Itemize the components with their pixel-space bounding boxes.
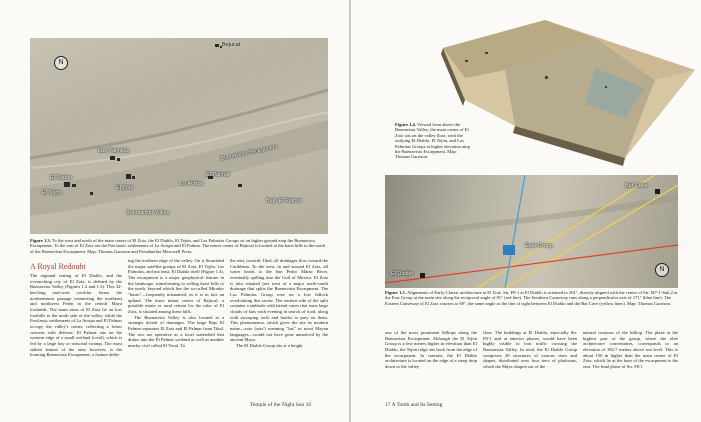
right-column-3 bbox=[583, 330, 678, 370]
map-label-el-diablo: El Diablo bbox=[50, 175, 73, 181]
caption-label: Figure 1.5. bbox=[385, 290, 406, 295]
map-label-bejucal: Bejucal bbox=[222, 42, 241, 48]
figure-1-5-caption bbox=[385, 290, 678, 306]
map-label-valley: Buenavista Valley bbox=[126, 210, 170, 216]
section-heading: A Royal Redoubt bbox=[30, 262, 86, 271]
right-column-2 bbox=[483, 330, 577, 370]
north-arrow-icon: N bbox=[655, 263, 669, 277]
paragraph: natural contours of the hilltop. The plaza at the highest part of the group, where the elite architecture concentrates, corresponds to an elevation of 382.7 meters above sea level. This is about 150 m higher than the main center of El Zotz, which lie at the base of the escarpment to the east. The final phase of Str. F8-1 bbox=[583, 330, 678, 369]
terrain-shading bbox=[30, 38, 328, 234]
caption-text: To the west and north of the main center of El Zotz, the El Diablo, El Tejón, and Las Palmitas Groups sit on higher ground atop the Buenavista Escarpment. To the east of El Zotz are the Preclassic settlements of La Avispa and El Palmar. The minor center of Bejucal is located at the karst hills to the north of the Buenavista Escarpment. Map: Thomas Garrison and Pseudanthia Mesowell Press. bbox=[30, 238, 326, 254]
caption-text: Alignments of Early Classic architecture at El Zotz. Str. F8-1 at El Diablo is oriented to 261°, directly aligned with the center of Str. M7-1-Sub.2 at the East Group at the main site along the reciprocal angle of 81° (red line). The Southern Causeway runs along a perpendicular axis of 171° (blue line). The Eastern Causeway of El Zotz courses to 69°, the same angle as the line of sight between El Diablo and the Bat Cave (yellow lines). Map: Thomas Garrison. bbox=[385, 290, 678, 306]
figure-1-5-map bbox=[385, 175, 678, 288]
map-label-bat-cave: Bat Cave bbox=[625, 183, 648, 189]
paragraph: the east, towards Tikal, all drainages flow toward the Caribbean. To the west, in and around El Zotz, all water heads to the San Pedro Mártir River, eventually spilling into the Gulf of Mexico. El Zotz is also situated just west of a major north-south drainage that splits the Buenavista Escarpment. The Las Palmitas Group rose on a low hillock overlooking this sector. The eastern side of the split contains a sinkhole with lateral caves that issue large clouds of bats each evening in search of food, along with swooping owls and hawks to prey on them. This phenomenon, which gives the site its modern name—zotz (sotz') meaning "bat" in most Mayan languages—would not have gone unnoticed by the ancient Maya. bbox=[230, 258, 328, 343]
paragraph: ing the northern edge of the valley. On it flourished the major satellite groups of El Zotz: El Tejón, Las Palmitas, and not least, El Diablo itself (Figure 1.4). The escarpment is a major geophysical feature in the landscape, transforming to rolling karst hills to the north, beyond which lies the so-called Mirador "basin"—frequently misnamed, as it is in fact an upland. The more minor center of Bejucal, a possible estate or rural retreat for the ruler of El Zotz, is situated among these hills. bbox=[128, 258, 224, 314]
map-label-la-avispa: La Avispa bbox=[180, 181, 204, 187]
paragraph: The regional setting of El Diablo, and the overarching city of El Zotz, is defined by the Buenavista Valley (Figures 1.2 and 1.3). This 32-km-long east-west corridor forms the northernmost passage connecting the northeast and northwest Petén in the central Maya lowlands. The main ruins of El Zotz lie on low foothills to the north side of the valley, while the Preclassic settlements of La Avispa and El Palmar occupy the valley's center, reflecting a lesser concern with defense. El Palmar sits on the western edge of a small wetland (cival), which is fed by a large bay or seasonal swamp. The most salient feature of the area, however, is the looming Buenavista Escarpment, a feature defin- bbox=[30, 273, 122, 358]
caption-label: Figure 1.4. bbox=[395, 122, 416, 127]
figure-1-4-caption bbox=[395, 122, 471, 160]
map-label-el-palmar: El Palmar bbox=[206, 172, 230, 178]
paragraph: one of the most prominent hilltops along the Buenavista Escarpment. Although the El Tejón Group is a few meters higher in elevation than El Diablo, the Tejón ridge sits back from the edge of the escarpment. In contrast, the El Diablo architecture is located on the edge of a steep drop down to the valley bbox=[385, 330, 477, 369]
paragraph: floor. The buildings at El Diablo, especially Str. F8-1 and at anterior phases, would have been highly visible to foot traffic crossing the Buenavista Valley. In total, the El Diablo Group comprises 29 structures of various sizes and shapes, distributed over four tiers of platforms, which the Maya shaped out of the bbox=[483, 330, 577, 369]
right-column-1 bbox=[385, 330, 477, 370]
map-label-el-tejon: El Tejón bbox=[42, 190, 62, 196]
north-arrow-icon: N bbox=[54, 56, 68, 70]
map-label-el-zotz: El Zotz bbox=[116, 185, 134, 191]
left-column-3 bbox=[230, 258, 328, 349]
left-column-1 bbox=[30, 273, 122, 358]
map-label-las-palmitas: Las Palmitas bbox=[98, 148, 130, 154]
paragraph: The Buenavista Valley is also located at a strategic divide of drainages. The large Bajo El Palmar separates El Zotz and El Palmar from Tikal. The two are operative as a local watershed that drains into the El Palmar wetland as well as another nearby civil called El Yesal. To bbox=[128, 314, 224, 348]
map-label-bajo: Bajo El Palmar bbox=[266, 198, 303, 204]
alignment-lines bbox=[385, 175, 678, 288]
left-column-2 bbox=[128, 258, 224, 349]
figure-1-3-caption bbox=[30, 238, 328, 254]
caption-label: Figure 1.3. bbox=[30, 238, 51, 243]
right-footer: 17 A Tomb and Its Setting bbox=[385, 402, 443, 408]
map-label-el-diablo: El Diablo bbox=[391, 271, 414, 277]
paragraph: The El Diablo Group sits at a height bbox=[236, 342, 303, 348]
caption-text: Viewed from above the Buenavista Valley, the main center of El Zotz sits on the valley floor, with the outlying El Diablo, El Tejón, and Las Palmitas Groups at higher elevation atop the Buenavista Escarpment. Map: Thomas Garrison. bbox=[395, 122, 470, 160]
figure-1-3-map bbox=[30, 38, 328, 234]
map-label-east-group: East Group bbox=[525, 243, 553, 249]
left-footer: Temple of the Night Sun 16 bbox=[250, 402, 312, 408]
map-label-escarpment: Buenavista Escarpment bbox=[220, 144, 279, 162]
